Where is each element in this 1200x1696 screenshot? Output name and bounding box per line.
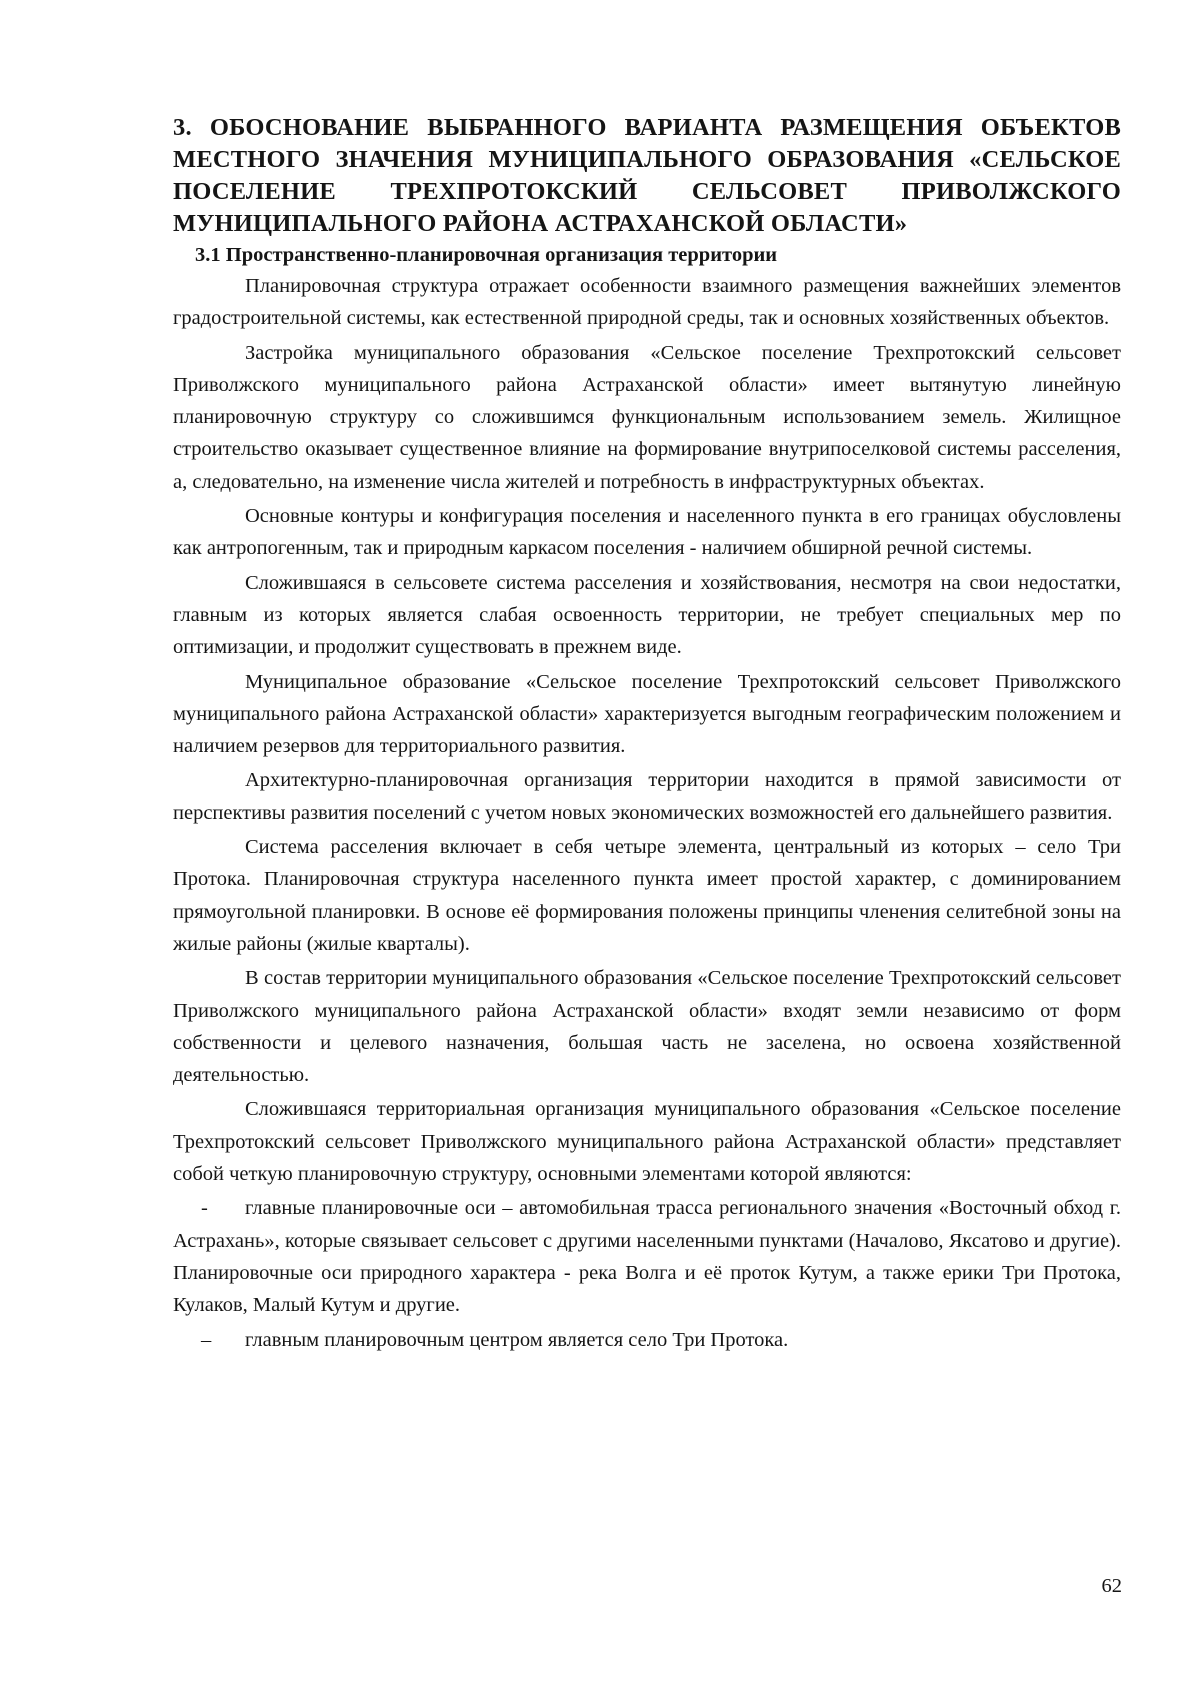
paragraph: Основные контуры и конфигурация поселения и населенного пункта в его границах обусловлены как антропогенным, так и природным каркасом поселения - наличием обширной речной системы. bbox=[173, 505, 1121, 560]
paragraph: Система расселения включает в себя четыре элемента, центральный из которых – село Три Протока. Планировочная структура населенного пункта имеет простой характер, с доминированием прямоугольной планировки. В основе её формирования положены принципы членения селитебной зоны на жилые районы (жилые кварталы). bbox=[173, 836, 1121, 955]
list-item bbox=[173, 1192, 1121, 1321]
paragraph: В состав территории муниципального образования «Сельское поселение Трехпротокский сельсовет Приволжского муниципального района Астраханской области» входят земли независимо от форм собственности и целевого назначения, большая часть не заселена, но освоена хозяйственной деятельностью. bbox=[173, 967, 1121, 1087]
paragraph: Сложившаяся территориальная организация муниципального образования «Сельское поселение Трехпротокский сельсовет Приволжского муниципального района Астраханской области» представляет собой четкую планировочную структуру, основными элементами которой являются: bbox=[173, 1098, 1121, 1186]
page-number: 62 bbox=[1101, 1575, 1122, 1597]
paragraph: Планировочная структура отражает особенности взаимного размещения важнейших элементов градостроительной системы, как естественной природной среды, так и основных хозяйственных объектов. bbox=[173, 275, 1121, 330]
list-item-text: главные планировочные оси – автомобильная трасса регионального значения «Восточный обход г. Астрахань», которые связывает сельсовет с другими населенными пунктами (Началово, Яксатово и другие). Планировочные оси природного характера - река Волга и её проток Кутум, а также ерики Три Протока, Кулаков, Малый Кутум и другие. bbox=[173, 1197, 1121, 1317]
list-marker: - bbox=[201, 1197, 208, 1220]
list-item bbox=[173, 1324, 1121, 1356]
list-marker: – bbox=[201, 1328, 212, 1351]
paragraph: Сложившаяся в сельсовете система расселения и хозяйствования, несмотря на свои недостатки, главным из которых является слабая освоенность территории, не требует специальных мер по оптимизации, и продолжит существовать в прежнем виде. bbox=[173, 571, 1121, 659]
paragraph: Архитектурно-планировочная организация территории находится в прямой зависимости от перспективы развития поселений с учетом новых экономических возможностей его дальнейшего развития. bbox=[173, 769, 1121, 824]
section-title: 3.1 Пространственно-планировочная организация территории bbox=[195, 244, 778, 266]
chapter-title: 3. ОБОСНОВАНИЕ ВЫБРАННОГО ВАРИАНТА РАЗМЕЩЕНИЯ ОБЪЕКТОВ МЕСТНОГО ЗНАЧЕНИЯ МУНИЦИПАЛЬНОГО ОБРАЗОВАНИЯ «СЕЛЬСКОЕ ПОСЕЛЕНИЕ ТРЕХПРОТОКСКИЙ СЕЛЬСОВЕТ ПРИВОЛЖСКОГО МУНИЦИПАЛЬНОГО РАЙОНА АСТРАХАНСКОЙ ОБЛАСТИ» bbox=[173, 114, 1121, 237]
paragraph: Муниципальное образование «Сельское поселение Трехпротокский сельсовет Приволжского муниципального района Астраханской области» характеризуется выгодным географическим положением и наличием резервов для территориального развития. bbox=[173, 670, 1121, 758]
list-item-text: главным планировочным центром является село Три Протока. bbox=[245, 1328, 789, 1351]
document-page bbox=[173, 112, 1121, 1356]
paragraph: Застройка муниципального образования «Сельское поселение Трехпротокский сельсовет Приволжского муниципального района Астраханской области» имеет вытянутую линейную планировочную структуру со сложившимся функциональным использованием земель. Жилищное строительство оказывает существенное влияние на формирование внутрипоселковой системы расселения, а, следовательно, на изменение числа жителей и потребность в инфраструктурных объектах. bbox=[173, 341, 1121, 493]
